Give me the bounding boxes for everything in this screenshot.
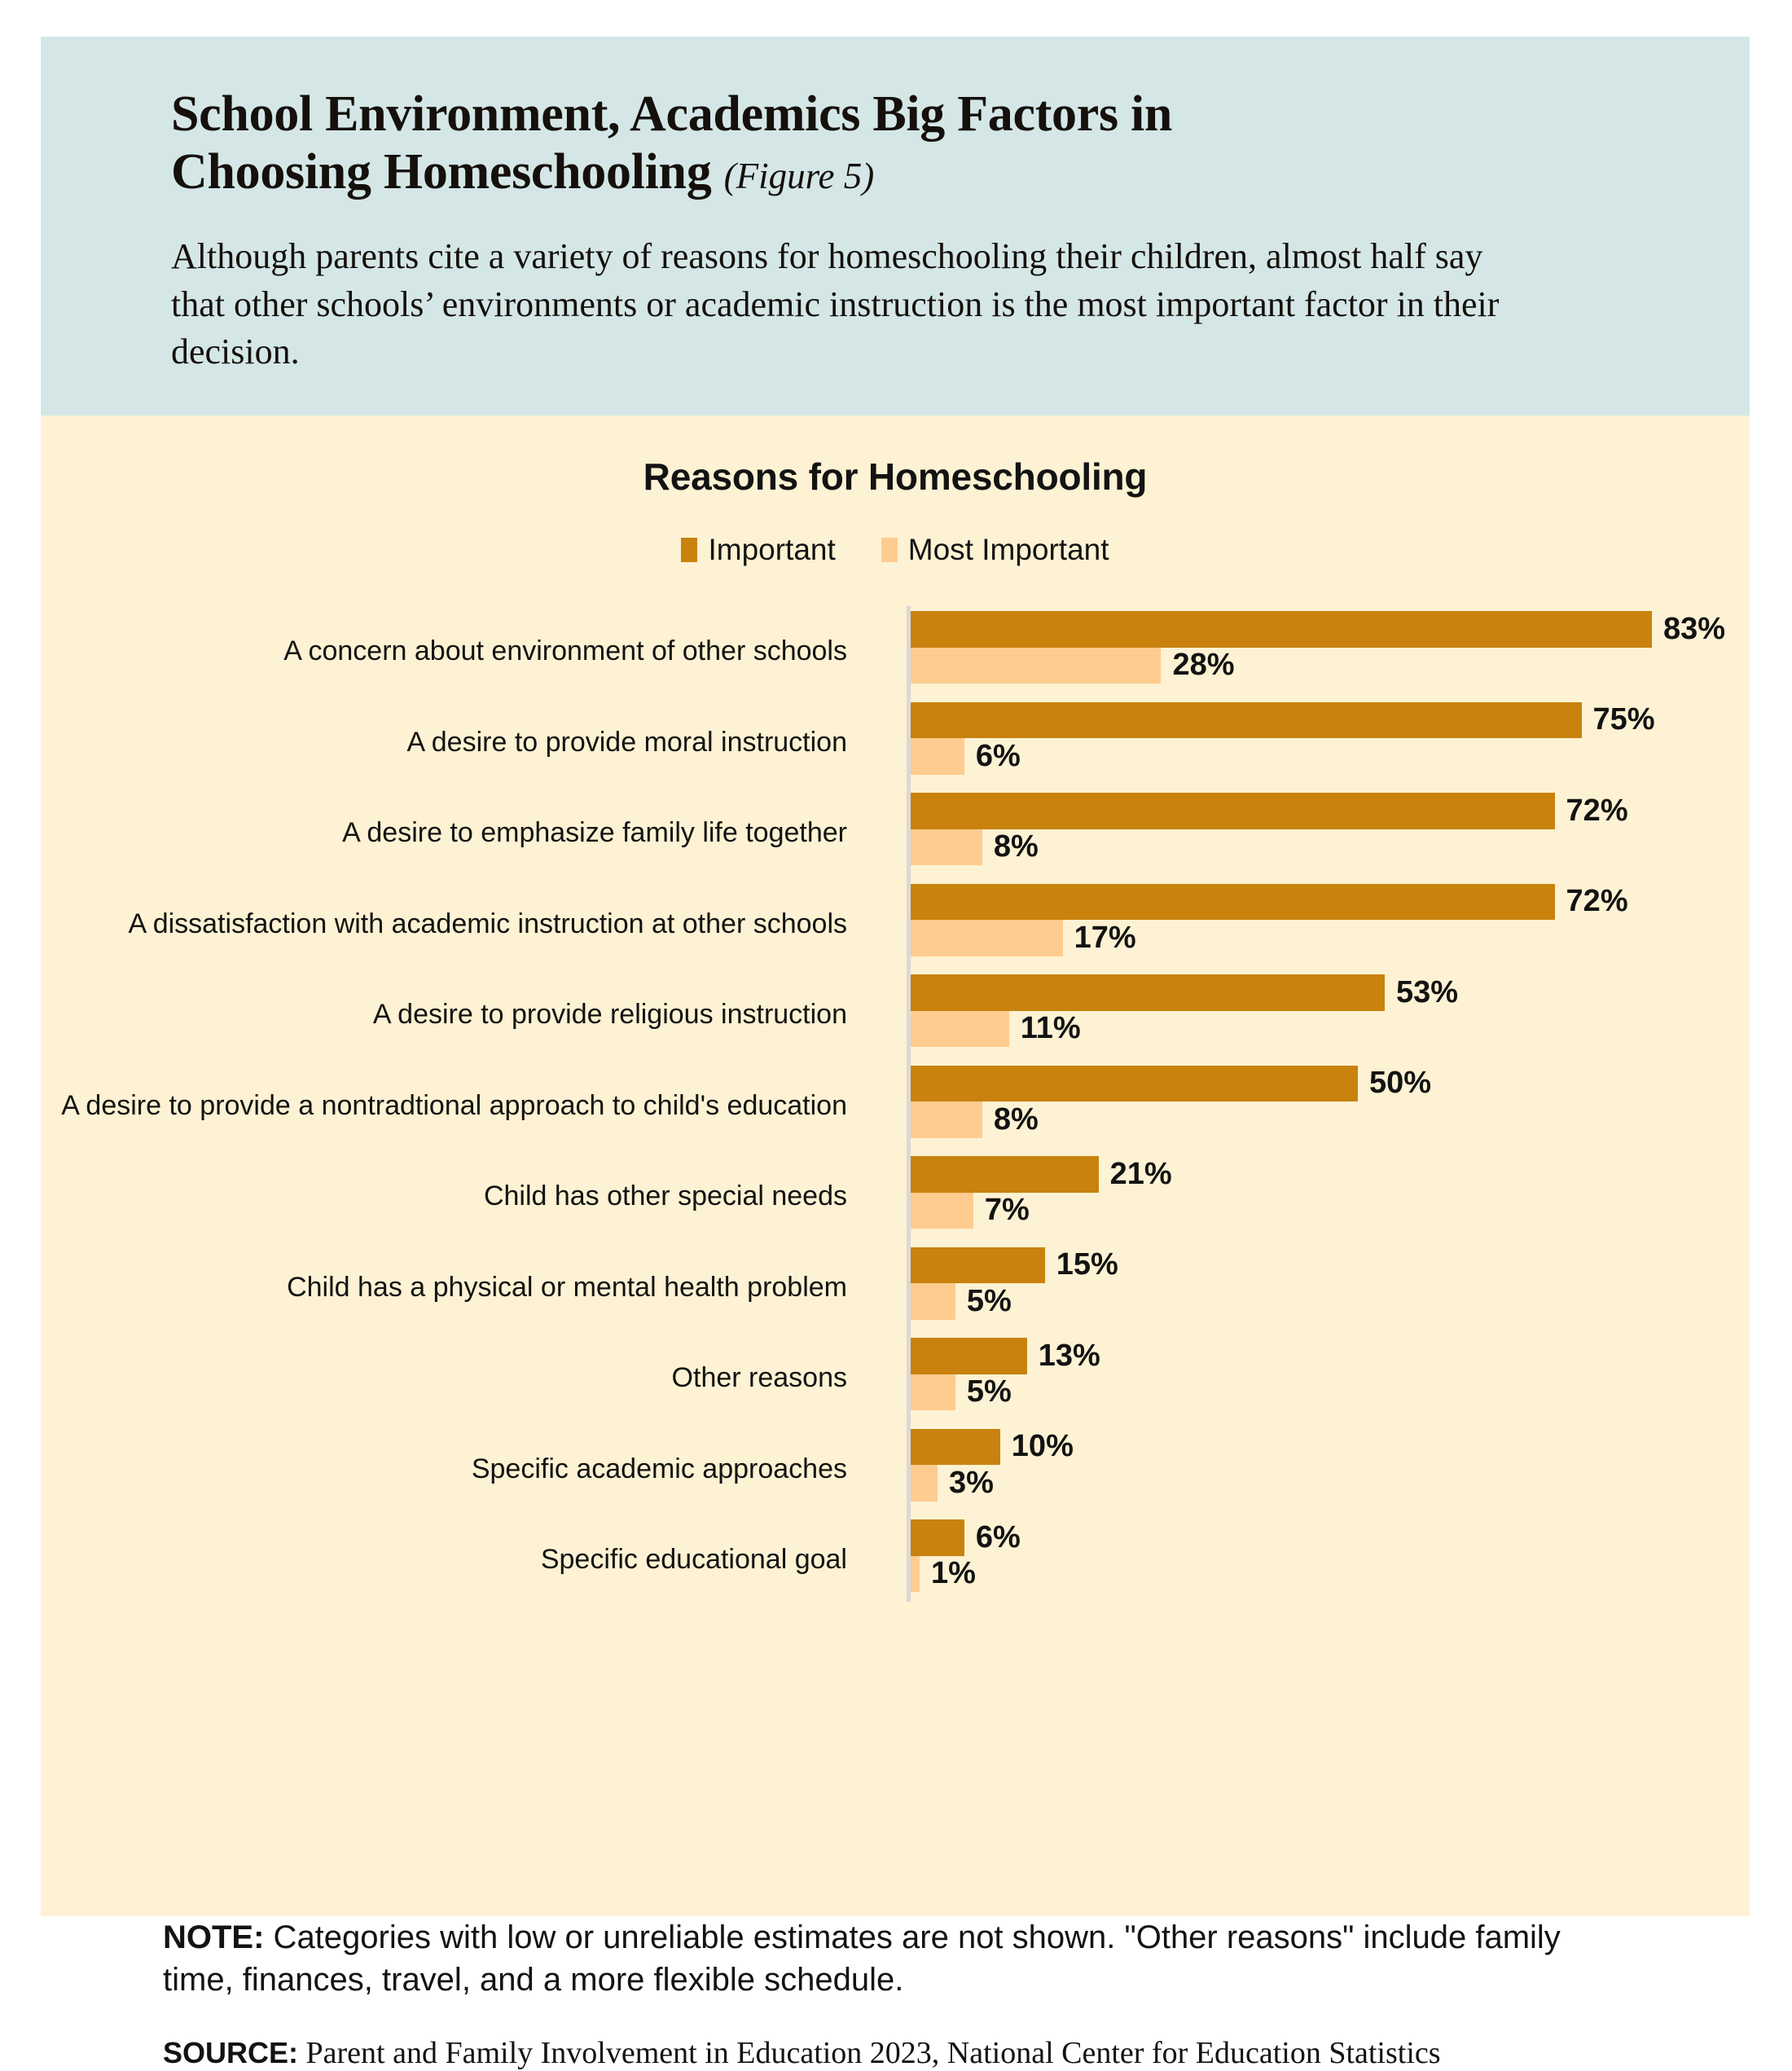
bar-group (911, 879, 1725, 970)
table-row (41, 697, 1750, 789)
bar-value-label: 17% (1074, 920, 1136, 955)
table-row (41, 1333, 1750, 1424)
bar-wrapper (911, 1519, 1725, 1556)
bar-group (911, 1242, 1725, 1334)
bar-wrapper (911, 702, 1725, 739)
bar-wrapper (911, 1374, 1725, 1411)
category-label: Child has a physical or mental health problem (287, 1271, 847, 1303)
legend-item-important[interactable] (681, 533, 835, 567)
figure-header (41, 37, 1750, 416)
bar-value-label: 72% (1566, 793, 1628, 828)
table-row (41, 1151, 1750, 1242)
bar-important[interactable] (911, 1429, 1000, 1466)
table-row (41, 1424, 1750, 1515)
bar-wrapper (911, 974, 1725, 1011)
bar-group (911, 1424, 1725, 1515)
bar-wrapper (911, 1247, 1725, 1284)
bar-wrapper (911, 884, 1725, 921)
bar-most-important[interactable] (911, 648, 1161, 684)
bar-value-label: 72% (1566, 884, 1628, 919)
figure-description: Although parents cite a variety of reasons for homeschooling their children, almost half say that other schools’ environments or academic instruction is the most important factor in their decision. (171, 236, 1500, 372)
bar-rows (41, 606, 1750, 1606)
legend-label-important: Important (708, 533, 836, 566)
bar-value-label: 8% (993, 1101, 1039, 1137)
table-row (41, 970, 1750, 1061)
bar-important[interactable] (911, 702, 1582, 739)
table-row (41, 1242, 1750, 1334)
bar-wrapper (911, 1338, 1725, 1374)
bar-group (911, 697, 1725, 789)
bar-important[interactable] (911, 1066, 1358, 1102)
bar-most-important[interactable] (911, 920, 1063, 956)
category-label: A dissatisfaction with academic instruction at other schools (128, 908, 847, 939)
bar-important[interactable] (911, 1247, 1045, 1284)
bar-value-label: 13% (1038, 1338, 1100, 1373)
chart-note (163, 1916, 1597, 2001)
bar-wrapper (911, 1066, 1725, 1102)
bar-wrapper (911, 611, 1725, 648)
bar-value-label: 10% (1011, 1429, 1074, 1464)
bar-value-label: 75% (1592, 702, 1655, 737)
chart-plot (41, 606, 1750, 1608)
bar-important[interactable] (911, 884, 1555, 921)
category-label: Specific academic approaches (471, 1453, 847, 1484)
category-label: A desire to provide a nontradtional approach to child's education (61, 1089, 847, 1121)
bar-wrapper (911, 1465, 1725, 1502)
legend-label-most-important: Most Important (907, 533, 1109, 566)
category-label: Child has other special needs (483, 1181, 847, 1212)
bar-wrapper (911, 1429, 1725, 1466)
table-row (41, 606, 1750, 697)
bar-wrapper (911, 920, 1725, 956)
bar-value-label: 21% (1109, 1156, 1172, 1191)
chart-title: Reasons for Homeschooling (643, 455, 1148, 498)
bar-group (911, 1333, 1725, 1424)
bar-wrapper (911, 1156, 1725, 1193)
bar-wrapper (911, 1556, 1725, 1593)
category-label: Specific educational goal (540, 1544, 847, 1576)
bar-most-important[interactable] (911, 1283, 955, 1320)
bar-most-important[interactable] (911, 1556, 920, 1593)
bar-value-label: 28% (1172, 648, 1235, 683)
legend-swatch-important (681, 538, 697, 562)
note-lead: NOTE: (163, 1919, 265, 1955)
page-title-line-2: Choosing Homeschooling (171, 143, 712, 200)
bar-most-important[interactable] (911, 738, 964, 775)
bar-value-label: 50% (1369, 1066, 1432, 1101)
bar-most-important[interactable] (911, 1011, 1009, 1048)
bar-important[interactable] (911, 974, 1385, 1011)
bar-group (911, 788, 1725, 879)
legend-swatch-most-important (881, 538, 898, 562)
bar-group (911, 1151, 1725, 1242)
legend-item-most-important[interactable] (881, 533, 1109, 567)
bar-value-label: 15% (1056, 1247, 1118, 1282)
figure-footer (41, 1916, 1750, 2071)
bar-wrapper (911, 793, 1725, 829)
table-row (41, 788, 1750, 879)
bar-wrapper (911, 1193, 1725, 1229)
bar-group (911, 970, 1725, 1061)
bar-group (911, 1515, 1725, 1606)
bar-important[interactable] (911, 1519, 964, 1556)
bar-group (911, 1061, 1725, 1152)
bar-most-important[interactable] (911, 1193, 973, 1229)
category-label: A concern about environment of other schools (283, 635, 847, 667)
chart-area (41, 416, 1750, 1916)
bar-value-label: 1% (930, 1556, 976, 1591)
note-body: Categories with low or unreliable estimates are not shown. "Other reasons" include family time, finances, travel, and a more flexible schedule. (163, 1919, 1561, 1998)
page-title (171, 86, 1619, 200)
bar-value-label: 6% (975, 1519, 1021, 1554)
bar-value-label: 5% (966, 1283, 1012, 1318)
bar-value-label: 7% (984, 1193, 1030, 1228)
bar-most-important[interactable] (911, 1374, 955, 1411)
bar-wrapper (911, 648, 1725, 684)
bar-group (911, 606, 1725, 697)
bar-important[interactable] (911, 793, 1555, 829)
source-body: Parent and Family Involvement in Education 2023, National Center for Education Statistics (298, 2036, 1441, 2070)
bar-value-label: 6% (975, 738, 1021, 773)
figure-number: (Figure 5) (723, 155, 875, 196)
table-row (41, 879, 1750, 970)
bar-wrapper (911, 1101, 1725, 1138)
category-label: A desire to emphasize family life together (342, 817, 847, 849)
bar-value-label: 5% (966, 1374, 1012, 1409)
category-label: Other reasons (671, 1362, 847, 1394)
bar-most-important[interactable] (911, 829, 982, 866)
bar-wrapper (911, 738, 1725, 775)
page-title-line-1: School Environment, Academics Big Factors in (171, 86, 1173, 142)
bar-value-label: 8% (993, 829, 1039, 864)
bar-value-label: 3% (948, 1465, 994, 1500)
source-lead: SOURCE: (163, 2036, 299, 2069)
table-row (41, 1515, 1750, 1606)
bar-most-important[interactable] (911, 1101, 982, 1138)
table-row (41, 1061, 1750, 1152)
chart-source (163, 2035, 1627, 2071)
figure-card (41, 37, 1750, 2070)
bar-most-important[interactable] (911, 1465, 938, 1502)
chart-legend (41, 533, 1750, 567)
bar-important[interactable] (911, 1156, 1099, 1193)
bar-important[interactable] (911, 1338, 1027, 1374)
bar-wrapper (911, 829, 1725, 866)
bar-important[interactable] (911, 611, 1652, 648)
bar-wrapper (911, 1011, 1725, 1048)
category-label: A desire to provide religious instruction (372, 999, 847, 1031)
bar-wrapper (911, 1283, 1725, 1320)
bar-value-label: 83% (1662, 611, 1725, 646)
category-label: A desire to provide moral instruction (406, 726, 847, 758)
bar-value-label: 53% (1395, 974, 1458, 1009)
bar-value-label: 11% (1020, 1011, 1081, 1046)
